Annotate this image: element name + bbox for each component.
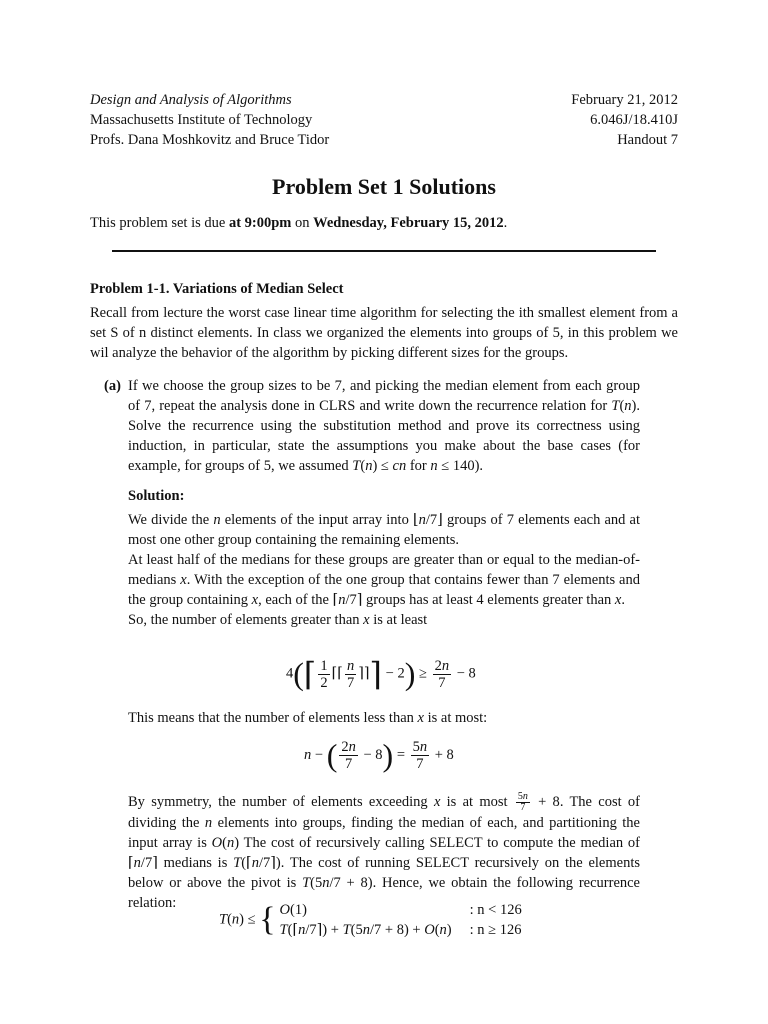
solution-p3: So, the number of elements greater than x is at least — [128, 612, 428, 628]
professors: Profs. Dana Moshkovitz and Bruce Tidor — [90, 132, 330, 148]
case1-condition: : n < 126 — [469, 901, 522, 918]
part-label: (a) — [104, 378, 121, 394]
solution-p4: This means that the number of elements less than x is at most: — [128, 710, 488, 726]
course-title: Design and Analysis of Algorithms — [90, 92, 292, 108]
case2-expr: T(⌈n/7⌉) + T(5n/7 + 8) + O(n) — [279, 921, 452, 938]
due-prefix: This problem set is due — [90, 215, 229, 231]
horizontal-rule — [112, 250, 656, 252]
due-statement — [90, 215, 507, 232]
handout-number: Handout 7 — [617, 132, 678, 148]
part-a-text: If we choose the group sizes to be 7, and picking the median element from each group of 7, repeat the analysis done in CLRS and write down the recurrence relation for T(n). Solve the recurrence using the substitution method and prove its correctness using induction, in particular, state the assumptions you make about the base cases (for example, for groups of 5, we assumed T(n) ≤ cn for n ≤ 140). — [128, 378, 640, 474]
solution-heading: Solution: — [128, 488, 185, 504]
solution-p5: By symmetry, the number of elements exceeding x is at most $\frac{5n}{7}$ + 8. The cost of dividing the n elements into groups, finding the median of each, and partitioning the input array is O(n) The cost of recursively calling SELECT to compute the median of ⌈n/7⌉ medians is T(⌈n/7⌉). The cost of running SELECT recursively on the elements below or above the pivot is T(5n/7 + 8). Hence, we obtain the following recurrence relation: — [128, 791, 640, 912]
institution: Massachusetts Institute of Technology — [90, 112, 313, 128]
due-mid: on — [291, 215, 314, 231]
solution-text — [128, 510, 640, 630]
equation-upper-bound: n − ( $\frac{2n}{7}$ − 8) = $\frac{5n}{7}$ + 8 — [304, 737, 454, 773]
problem-heading: Problem 1-1. Variations of Median Select — [90, 281, 344, 297]
due-suffix: . — [503, 215, 508, 231]
header-date: February 21, 2012 — [571, 92, 678, 108]
due-time: at 9:00pm — [228, 215, 292, 231]
due-date: Wednesday, February 15, 2012 — [313, 215, 504, 231]
solution-p2: At least half of the medians for these groups are greater than or equal to the median-of-medians x. With the exception of the one group that contains fewer than 7 elements and the group containing x, each of the ⌈n/7⌉ groups has at least 4 elements greater than x. — [128, 552, 640, 608]
solution-p1: We divide the n elements of the input array into ⌊n/7⌋ groups of 7 elements each and at most one other group containing the remaining elements. — [128, 512, 641, 548]
case2-condition: : n ≥ 126 — [469, 921, 522, 938]
course-number: 6.046J/18.410J — [590, 112, 678, 128]
page-title: Problem Set 1 Solutions — [272, 174, 496, 199]
case1-expr: O(1) — [279, 901, 307, 918]
problem-intro: Recall from lecture the worst case linear time algorithm for selecting the ith smallest element from a set S of n distinct elements. In class we organized the elements into groups of 5, in this problem we wil analyze the behavior of the algorithm by picking different sizes for the groups. — [90, 305, 678, 361]
equation-lower-bound: 4(⌈ $\frac{1}{2}$ ⌈⌈ $\frac{n}{7}$ ⌉⌉⌉ − 2) ≥ $\frac{2n}{7}$ − 8 — [286, 655, 476, 692]
recurrence-relation: T(n) ≤ { O(1) : n < 126 T(⌈n/7⌉) + T(5n/7 + 8) + O(n) : n ≥ 126 — [219, 901, 522, 938]
